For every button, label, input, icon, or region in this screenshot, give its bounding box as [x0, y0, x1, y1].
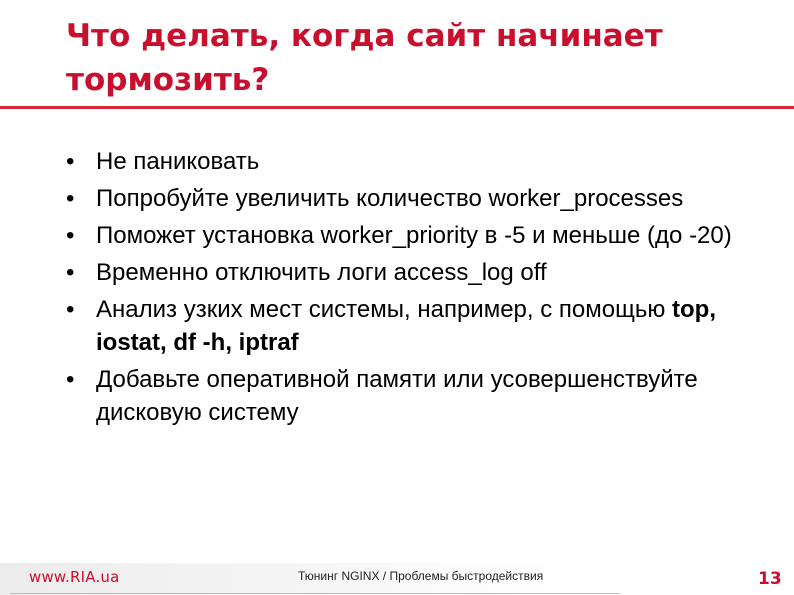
- title-divider: [0, 106, 794, 109]
- footer-caption: Тюнинг NGINX / Проблемы быстродействия: [298, 569, 544, 583]
- bullet-list: [66, 145, 776, 433]
- bullet-item: [66, 363, 776, 429]
- bullet-item: [66, 256, 776, 289]
- bullet-symbol: •: [66, 366, 75, 393]
- bullet-symbol: •: [66, 259, 75, 286]
- bullet-item: [66, 145, 776, 178]
- page-number: 13: [758, 569, 782, 589]
- bullet-text: Не паниковать: [96, 148, 260, 175]
- bullet-item: [66, 182, 776, 215]
- ria-logo: www.RIA.ua: [29, 568, 120, 586]
- bullet-item: [66, 219, 776, 252]
- bullet-symbol: •: [66, 185, 75, 212]
- bullet-item: [66, 293, 776, 359]
- bullet-text: [96, 296, 716, 356]
- bullet-symbol: •: [66, 148, 75, 175]
- slide-title: Что делать, когда сайт начинает тормозить?: [66, 18, 663, 98]
- bullet-text-bold: top, iostat, df -h, iptraf: [96, 296, 716, 356]
- bullet-symbol: •: [66, 296, 75, 323]
- bullet-symbol: •: [66, 222, 75, 249]
- bullet-text: Поможет установка worker_priority в -5 и меньше (до -20): [96, 222, 732, 249]
- bullet-text: Временно отключить логи access_log off: [96, 259, 547, 286]
- footer-divider: [10, 593, 620, 594]
- bullet-text-plain: Анализ узких мест системы, например, с помощью: [96, 296, 672, 323]
- bullet-text: Попробуйте увеличить количество worker_processes: [96, 185, 684, 212]
- bullet-text: Добавьте оперативной памяти или усовершенствуйте дисковую систему: [96, 366, 698, 426]
